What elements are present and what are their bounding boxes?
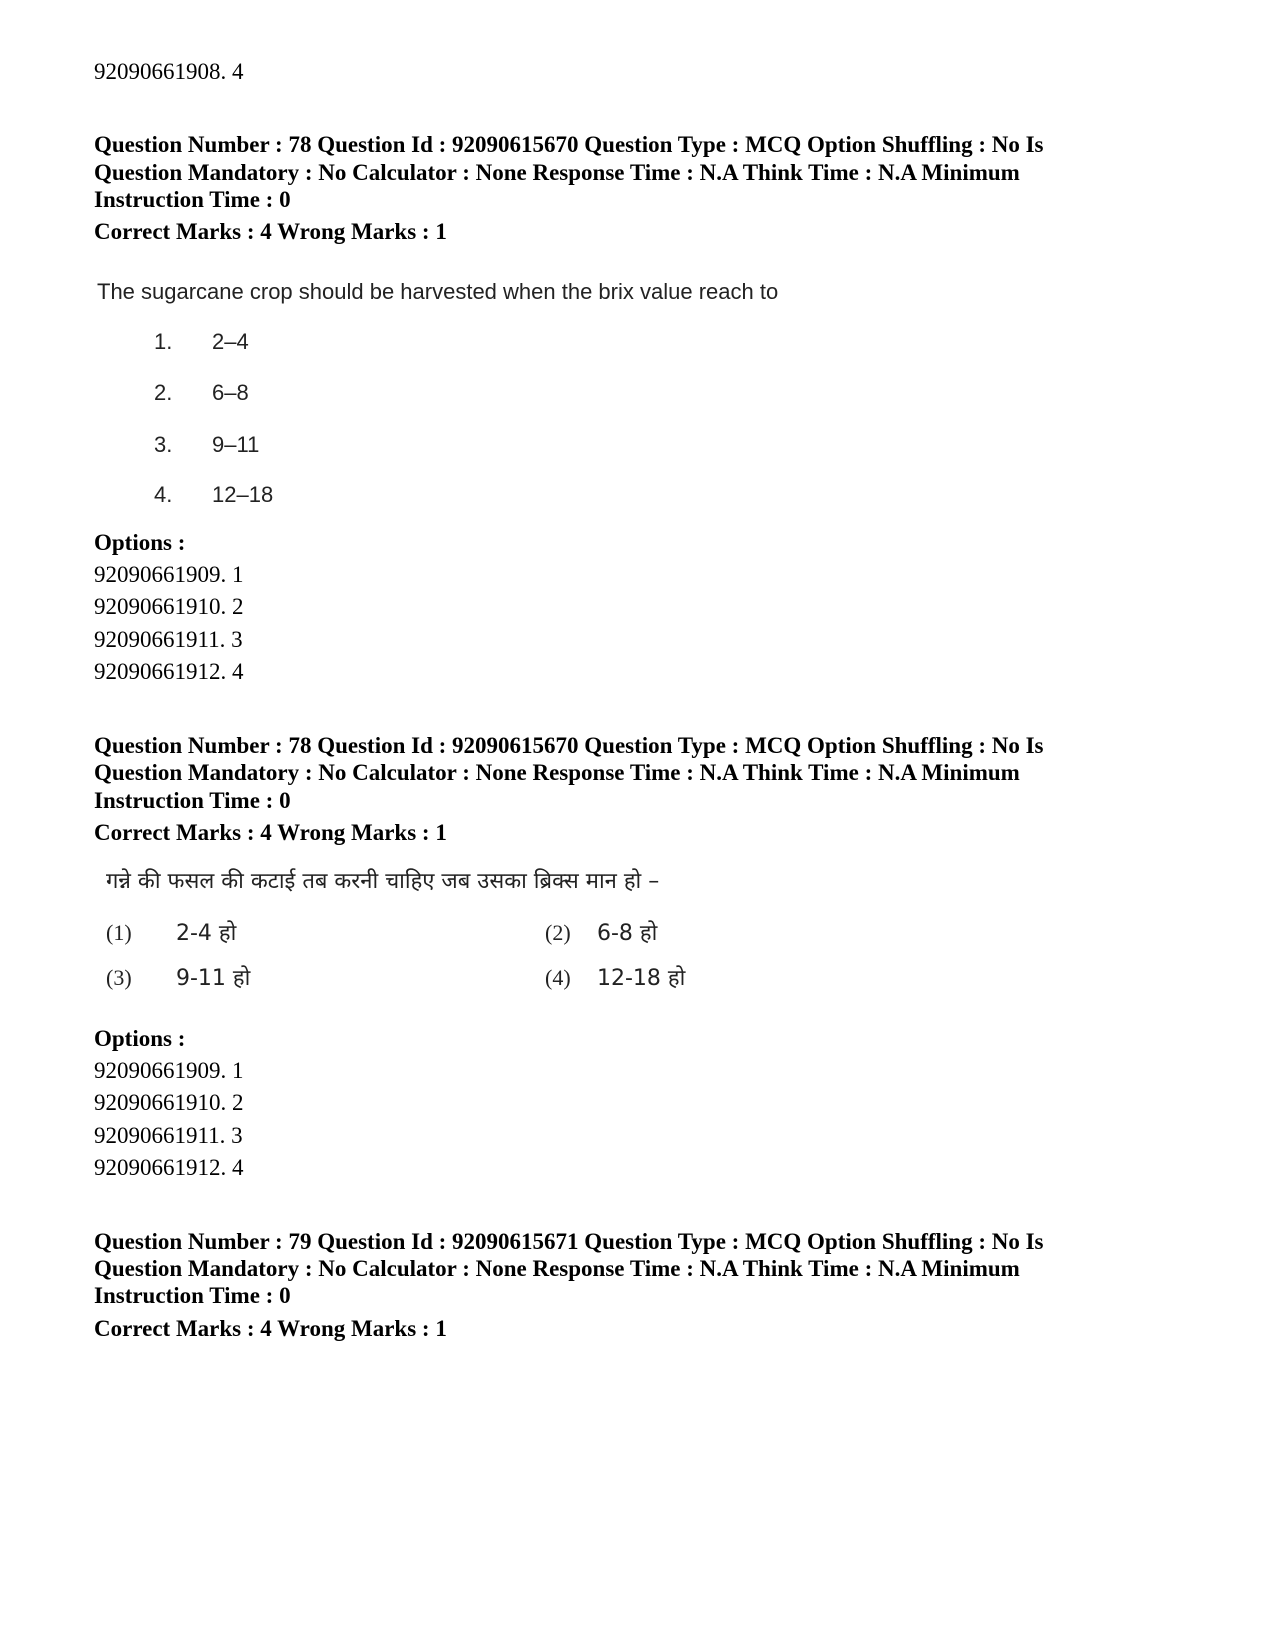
choice-item <box>154 328 249 356</box>
choice-value: 2-4 हो <box>176 921 237 946</box>
choice-value: 12-18 हो <box>597 966 686 991</box>
choice-number: (3) <box>106 965 132 990</box>
choice-number: (2) <box>545 920 571 945</box>
choice-item <box>106 964 250 993</box>
option-line: 92090661909. 1 <box>94 1058 244 1083</box>
choice-value: 6–8 <box>212 380 249 405</box>
choice-item <box>545 919 657 948</box>
choice-value: 2–4 <box>212 329 249 354</box>
options-label: Options : <box>94 530 186 555</box>
question-header-line-3: Instruction Time : 0 <box>94 788 291 813</box>
choice-item <box>154 379 249 407</box>
question-header-line-1: Question Number : 78 Question Id : 92090615670 Question Type : MCQ Option Shuffling : No Is <box>94 733 1044 758</box>
option-line: 92090661912. 4 <box>94 1155 244 1180</box>
previous-option-line: 92090661908. 4 <box>94 59 244 84</box>
choice-value: 6-8 हो <box>597 921 658 946</box>
question-header-line-2: Question Mandatory : No Calculator : None Response Time : N.A Think Time : N.A Minimum <box>94 160 1020 185</box>
options-label: Options : <box>94 1026 186 1051</box>
choice-number: 1. <box>154 329 173 354</box>
option-line: 92090661909. 1 <box>94 562 244 587</box>
question-header-line-3: Instruction Time : 0 <box>94 1283 291 1308</box>
marks-line: Correct Marks : 4 Wrong Marks : 1 <box>94 820 447 845</box>
choice-number: (4) <box>545 965 571 990</box>
choice-value: 9–11 <box>212 432 260 457</box>
option-line: 92090661910. 2 <box>94 1090 244 1115</box>
option-line: 92090661910. 2 <box>94 594 244 619</box>
question-header-line-3: Instruction Time : 0 <box>94 187 291 212</box>
choice-number: 3. <box>154 432 173 457</box>
question-header-line-1: Question Number : 79 Question Id : 92090615671 Question Type : MCQ Option Shuffling : No Is <box>94 1229 1044 1254</box>
question-header-line-1: Question Number : 78 Question Id : 92090615670 Question Type : MCQ Option Shuffling : No Is <box>94 132 1044 157</box>
choice-number: (1) <box>106 920 132 945</box>
choice-value: 9-11 हो <box>176 966 251 991</box>
question-text: The sugarcane crop should be harvested when the brix value reach to <box>97 279 779 304</box>
choice-item <box>154 481 273 509</box>
question-text-hindi: गन्ने की फसल की कटाई तब करनी चाहिए जब उसका ब्रिक्स मान हो – <box>106 869 660 894</box>
marks-line: Correct Marks : 4 Wrong Marks : 1 <box>94 1316 447 1341</box>
choice-item <box>154 431 259 459</box>
choice-number: 2. <box>154 380 173 405</box>
question-header-line-2: Question Mandatory : No Calculator : None Response Time : N.A Think Time : N.A Minimum <box>94 760 1020 785</box>
question-header-line-2: Question Mandatory : No Calculator : None Response Time : N.A Think Time : N.A Minimum <box>94 1256 1020 1281</box>
marks-line: Correct Marks : 4 Wrong Marks : 1 <box>94 219 447 244</box>
option-line: 92090661911. 3 <box>94 627 243 652</box>
option-line: 92090661912. 4 <box>94 659 244 684</box>
choice-value: 12–18 <box>212 482 274 507</box>
choice-item <box>545 964 685 993</box>
choice-item <box>106 919 236 948</box>
choice-number: 4. <box>154 482 173 507</box>
option-line: 92090661911. 3 <box>94 1123 243 1148</box>
